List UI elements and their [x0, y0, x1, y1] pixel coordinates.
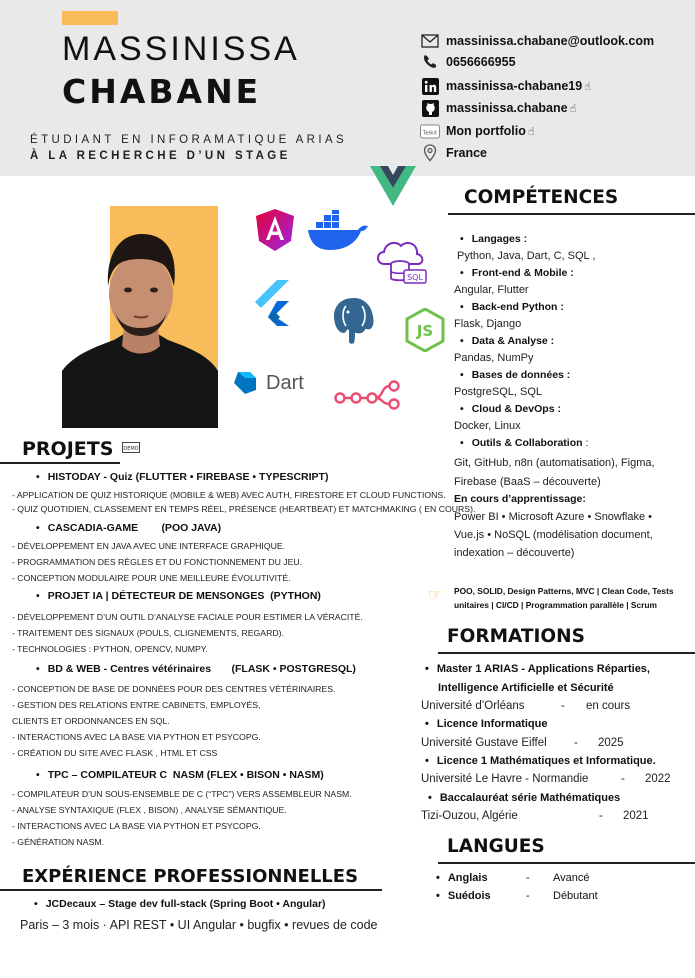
learning-line: Vue.js • NoSQL (modélisation document, [454, 529, 653, 541]
last-name: CHABANE [62, 72, 262, 111]
project-line: - TECHNOLOGIES : PYTHON, OPENCV, NUMPY. [12, 644, 208, 654]
project-title-tpc: • TPC – COMPILATEUR C NASM (FLEX • BISON • NASM) [36, 769, 324, 781]
project-line: - ANALYSE SYNTAXIQUE (FLEX , BISON) , ANALYSE SÉMANTIQUE. [12, 805, 287, 815]
avatar [62, 206, 218, 428]
language-row: • Anglais - Avancé [436, 872, 590, 884]
accent-bar [62, 11, 118, 25]
n8n-icon [334, 378, 402, 410]
skill-category: • Back-end Python : [460, 301, 564, 313]
svg-text:DEMO: DEMO [123, 446, 139, 452]
project-title-cascadia: • CASCADIA-GAME (POO JAVA) [36, 522, 221, 534]
svg-text:Telkit: Telkit [422, 130, 438, 137]
language-row: • Suédois - Débutant [436, 890, 598, 902]
experience-title: EXPÉRIENCE PROFESSIONNELLES [22, 866, 359, 887]
skill-values: Pandas, NumPy [454, 352, 534, 364]
project-line: - QUIZ QUOTIDIEN, CLASSEMENT EN TEMPS RÉEL, PRÉSENCE (HEARTBEAT) ET MATCHMAKING ( EN COURS). [12, 504, 476, 514]
skill-values: Flask, Django [454, 318, 522, 330]
project-line: - DÉVELOPPEMENT EN JAVA AVEC UNE INTERFACE GRAPHIQUE. [12, 541, 286, 551]
vue-icon [370, 164, 416, 208]
project-line: - TRAITEMENT DES SIGNAUX (POULS, CLIGNEMENTS, REGARD). [12, 628, 284, 638]
skill-values: Docker, Linux [454, 420, 521, 432]
skills-title: COMPÉTENCES [464, 187, 619, 208]
contact-portfolio[interactable]: Telkit Mon portfolio ☝ [420, 121, 535, 141]
degree-school: Université Le Havre - Normandie - 2022 [421, 773, 671, 785]
degree-school: Université Gustave Eiffel - 2025 [421, 737, 624, 749]
project-line: - COMPILATEUR D’UN SOUS-ENSEMBLE DE C (“TPC”) VERS ASSEMBLEUR NASM. [12, 789, 352, 799]
docker-icon [306, 210, 372, 252]
linkedin-icon [420, 76, 440, 96]
angular-icon [254, 208, 296, 252]
contact-linkedin[interactable]: massinissa-chabane19 ☝ [420, 76, 591, 96]
location-icon [420, 143, 440, 163]
phone-icon [420, 52, 440, 72]
pointing-hand-icon: ☞ [428, 585, 443, 604]
contact-phone[interactable]: 0656666955 [420, 52, 516, 72]
projects-underline [0, 462, 120, 464]
degree-title: Intelligence Artificielle et Sécurité [438, 682, 614, 694]
projects-title: PROJETS [22, 438, 114, 460]
skill-category: • Bases de données : [460, 369, 570, 381]
concepts-line: unitaires | CI/CD | Programmation parallèle | Scrum [454, 600, 657, 610]
portfolio-icon [420, 121, 440, 141]
skill-category: • Langages : [460, 233, 527, 245]
svg-text:JS: JS [416, 322, 434, 340]
concepts-line: POO, SOLID, Design Patterns, MVC | Clean Code, Tests [454, 586, 674, 596]
project-line: - CONCEPTION DE BASE DE DONNÉES POUR DES CENTRES VÉTÉRINAIRES. [12, 684, 336, 694]
degree-title: • Licence 1 Mathématiques et Informatique. [425, 755, 656, 767]
skill-values: PostgreSQL, SQL [454, 386, 543, 398]
degree-school: Tizi-Ouzou, Algérie - 2021 [421, 810, 649, 822]
project-title-veterinaire: • BD & WEB - Centres vétérinaires (FLASK • POSTGRESQL) [36, 663, 356, 675]
project-line: - APPLICATION DE QUIZ HISTORIQUE (MOBILE & WEB) AVEC AUTH, FIRESTORE ET CLOUD FUNCTIONS. [12, 490, 446, 500]
cloud-sql-icon [374, 234, 428, 288]
nodejs-icon [405, 308, 445, 352]
project-line: - GESTION DES RELATIONS ENTRE CABINETS, EMPLOYÉS, [12, 700, 261, 710]
project-line: - GÉNÉRATION NASM. [12, 837, 105, 847]
profile-photo [62, 206, 218, 428]
project-line: - INTERACTIONS AVEC LA BASE VIA PYTHON ET PSYCOPG. [12, 821, 261, 831]
skill-values: Python, Java, Dart, C, SQL , [457, 250, 596, 262]
skills-underline [448, 213, 695, 215]
project-title-histoday: • HISTODAY - Quiz (FLUTTER • FIREBASE • TYPESCRIPT) [36, 471, 328, 483]
education-underline [438, 652, 695, 654]
dart-label: Dart [266, 371, 304, 394]
dart-icon [232, 370, 258, 396]
project-line: - CRÉATION DU SITE AVEC FLASK , HTML ET CSS [12, 748, 218, 758]
project-line: CLIENTS ET ORDONNANCES EN SQL. [12, 716, 170, 726]
postgresql-icon [328, 294, 380, 348]
degree-title: • Licence Informatique [425, 718, 548, 730]
subtitle-goal: À LA RECHERCHE D’UN STAGE [30, 150, 291, 162]
degree-title: • Baccalauréat série Mathématiques [428, 792, 620, 804]
project-line: - PROGRAMMATION DES RÈGLES ET DU FONCTIONNEMENT DU JEU. [12, 557, 303, 567]
flutter-icon [253, 280, 291, 326]
project-line: - INTERACTIONS AVEC LA BASE VIA PYTHON ET PSYCOPG. [12, 732, 261, 742]
click-hand-icon: ☝ [569, 101, 577, 115]
skill-category: • Outils & Collaboration : [460, 437, 588, 449]
job-details: Paris – 3 mois · API REST • UI Angular • bugfix • revues de code [20, 918, 378, 932]
project-line: - DÉVELOPPEMENT D’UN OUTIL D’ANALYSE FACIALE POUR ESTIMER LA VÉRACITÉ. [12, 612, 363, 622]
learning-line: indexation – découverte) [454, 547, 575, 559]
click-hand-icon: ☝ [527, 124, 535, 138]
job-title: • JCDecaux – Stage dev full-stack (Spring Boot • Angular) [34, 898, 326, 910]
contact-location: France [420, 143, 487, 163]
skill-category: • Front-end & Mobile : [460, 267, 574, 279]
languages-underline [438, 862, 695, 864]
demo-icon [122, 442, 142, 456]
click-hand-icon: ☝ [584, 79, 591, 93]
learning-line: Power BI • Microsoft Azure • Snowflake • [454, 511, 653, 523]
mail-icon [420, 31, 440, 51]
contact-github[interactable]: massinissa.chabane ☝ [420, 98, 576, 118]
dart-logo [232, 370, 304, 396]
subtitle-status: ÉTUDIANT EN INFORAMATIQUE ARIAS [30, 134, 348, 146]
learning-title: En cours d’apprentissage: [454, 493, 586, 505]
skill-category: • Data & Analyse : [460, 335, 554, 347]
project-line: - CONCEPTION MODULAIRE POUR UNE MEILLEURE ÉVOLUTIVITÉ. [12, 573, 291, 583]
svg-text:SQL: SQL [407, 273, 423, 282]
skill-values: Firebase (BaaS – découverte) [454, 476, 601, 488]
project-title-ia: • PROJET IA | DÉTECTEUR DE MENSONGES (PYTHON) [36, 590, 321, 602]
languages-title: LANGUES [447, 836, 545, 857]
skill-values: Git, GitHub, n8n (automatisation), Figma, [454, 457, 655, 469]
github-icon [420, 98, 440, 118]
degree-title: • Master 1 ARIAS - Applications Réparties, [425, 663, 650, 675]
contact-email[interactable]: massinissa.chabane@outlook.com [420, 31, 654, 51]
first-name: MASSINISSA [62, 30, 300, 68]
skill-values: Angular, Flutter [454, 284, 529, 296]
education-title: FORMATIONS [447, 626, 585, 647]
skill-category: • Cloud & DevOps : [460, 403, 561, 415]
degree-school: Université d’Orléans - en cours [421, 700, 631, 712]
experience-underline [0, 889, 382, 891]
